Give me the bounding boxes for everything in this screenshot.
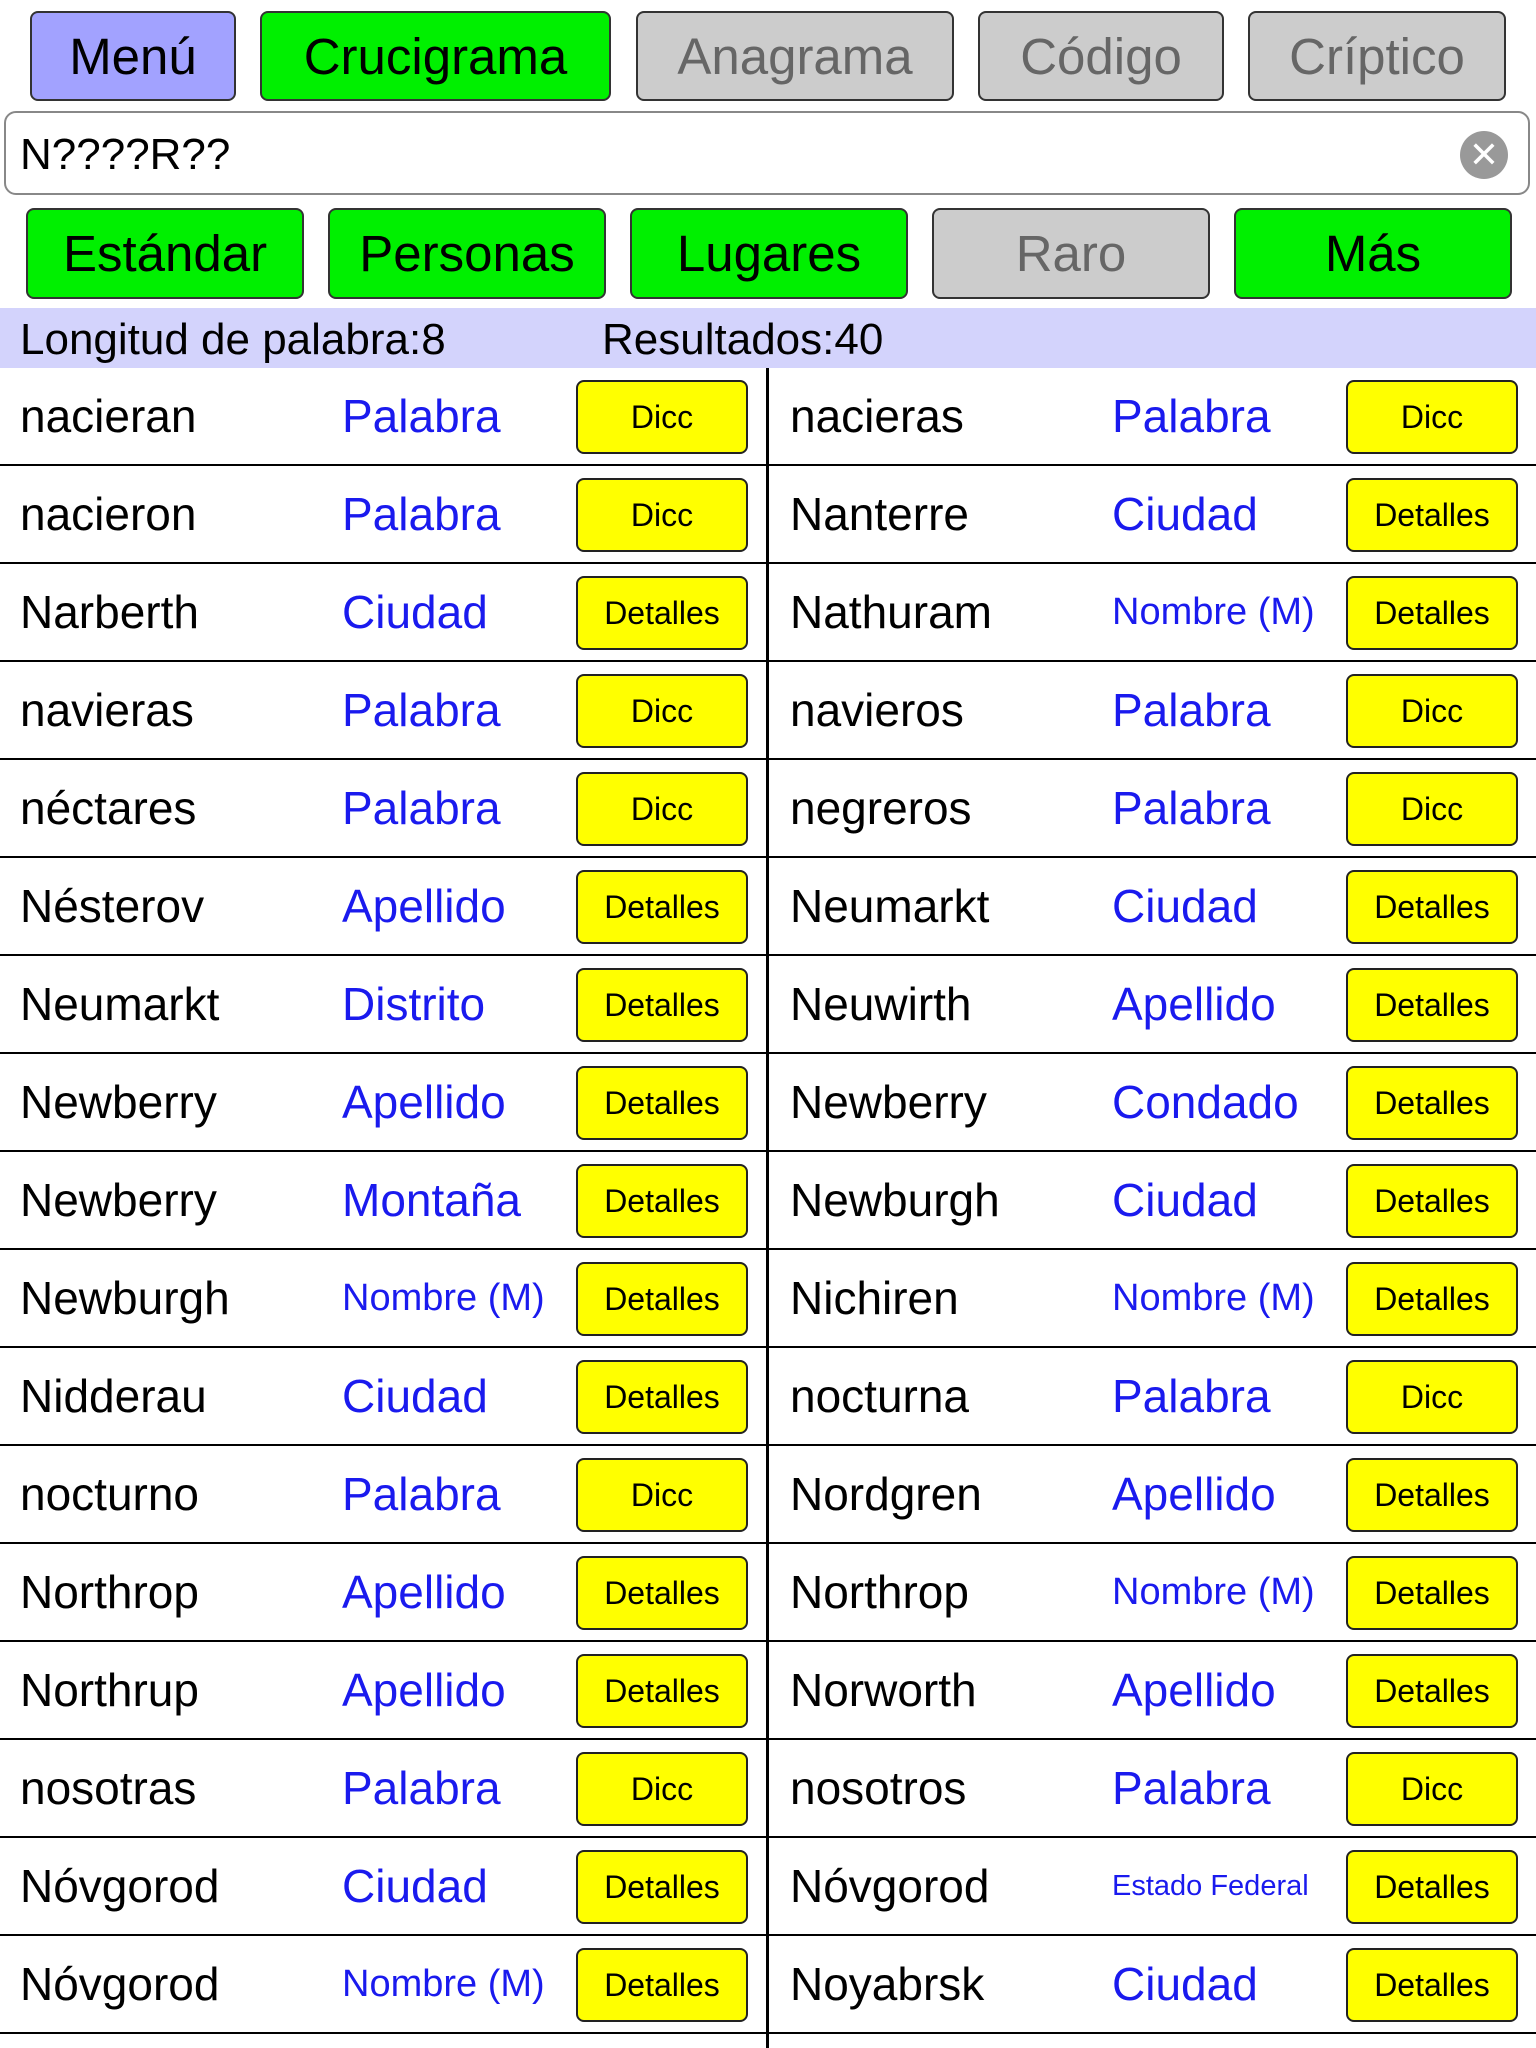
result-category: Apellido	[342, 880, 506, 932]
result-category: Estado Federal	[1112, 1870, 1309, 1902]
result-item	[0, 1250, 766, 1346]
result-category: Palabra	[342, 488, 501, 540]
result-category: Ciudad	[1112, 488, 1258, 540]
result-word: Neumarkt	[20, 978, 220, 1030]
result-category: Palabra	[342, 1762, 501, 1814]
result-category: Ciudad	[342, 1860, 488, 1912]
result-category: Nombre (M)	[1112, 1571, 1315, 1613]
result-category: Nombre (M)	[342, 1963, 545, 2005]
result-item	[0, 858, 766, 954]
result-word: Northrop	[790, 1566, 969, 1618]
result-word: nocturna	[790, 1370, 970, 1422]
result-word: Nóvgorod	[20, 1958, 220, 2010]
result-category: Nombre (M)	[1112, 1277, 1315, 1319]
result-word: Narberth	[20, 586, 199, 638]
result-word: nosotras	[20, 1762, 197, 1814]
result-word: Newberry	[790, 1076, 987, 1128]
dicc-button[interactable]: Dicc	[1346, 674, 1518, 748]
result-item	[770, 564, 1536, 660]
detalles-button[interactable]: Detalles	[1346, 1458, 1518, 1532]
result-item	[770, 1838, 1536, 1934]
result-item	[0, 1642, 766, 1738]
dicc-button[interactable]: Dicc	[576, 1458, 748, 1532]
result-category: Montaña	[342, 1174, 522, 1226]
filter-raro[interactable]: Raro	[932, 208, 1210, 299]
result-category: Condado	[1112, 1076, 1299, 1128]
result-item	[770, 1348, 1536, 1444]
result-category: Ciudad	[342, 586, 488, 638]
result-word: nosotros	[790, 1762, 967, 1814]
result-category: Palabra	[1112, 684, 1271, 736]
result-word: Neumarkt	[790, 880, 990, 932]
result-word: nacieras	[790, 390, 964, 442]
results-list[interactable]	[0, 368, 1536, 2048]
result-item	[770, 368, 1536, 464]
result-category: Palabra	[342, 782, 501, 834]
clear-icon[interactable]: ✕	[1460, 131, 1508, 179]
result-word: Northrup	[20, 1664, 199, 1716]
result-word: Nóvgorod	[20, 1860, 220, 1912]
result-word: Nésterov	[20, 880, 205, 932]
result-item	[770, 1544, 1536, 1640]
result-category: Apellido	[1112, 1468, 1276, 1520]
result-word: navieros	[790, 684, 964, 736]
result-word: Norworth	[790, 1664, 977, 1716]
status-bar	[0, 308, 1536, 368]
dicc-button[interactable]: Dicc	[576, 772, 748, 846]
tab-criptico[interactable]: Críptico	[1248, 11, 1506, 101]
result-category: Palabra	[342, 390, 501, 442]
result-item	[0, 1544, 766, 1640]
detalles-button[interactable]: Detalles	[576, 1360, 748, 1434]
result-item	[0, 564, 766, 660]
result-item	[0, 956, 766, 1052]
dicc-button[interactable]: Dicc	[576, 1752, 748, 1826]
result-word: Nóvgorod	[790, 1860, 990, 1912]
result-word: Northrop	[20, 1566, 199, 1618]
dicc-button[interactable]: Dicc	[1346, 380, 1518, 454]
result-item	[0, 662, 766, 758]
result-item	[0, 760, 766, 856]
result-category: Ciudad	[342, 1370, 488, 1422]
result-word: Newburgh	[790, 1174, 1000, 1226]
result-category: Palabra	[1112, 782, 1271, 834]
detalles-button[interactable]: Detalles	[576, 1164, 748, 1238]
detalles-button[interactable]: Detalles	[1346, 968, 1518, 1042]
result-item	[770, 760, 1536, 856]
detalles-button[interactable]: Detalles	[1346, 1262, 1518, 1336]
tab-anagrama[interactable]: Anagrama	[636, 11, 954, 101]
detalles-button[interactable]: Detalles	[576, 1556, 748, 1630]
search-value: N????R??	[20, 130, 231, 179]
result-item	[770, 858, 1536, 954]
dicc-button[interactable]: Dicc	[1346, 772, 1518, 846]
dicc-button[interactable]: Dicc	[576, 674, 748, 748]
result-category: Palabra	[1112, 1762, 1271, 1814]
result-word: nocturno	[20, 1468, 200, 1520]
detalles-button[interactable]: Detalles	[1346, 1948, 1518, 2022]
result-category: Nombre (M)	[1112, 591, 1315, 633]
result-word: Newberry	[20, 1076, 217, 1128]
result-word: Newberry	[20, 1174, 217, 1226]
detalles-button[interactable]: Detalles	[576, 870, 748, 944]
result-item	[770, 1054, 1536, 1150]
result-word: nacieran	[20, 390, 197, 442]
result-item	[0, 466, 766, 562]
filter-mas[interactable]: Más	[1234, 208, 1512, 299]
result-item	[770, 1152, 1536, 1248]
result-item	[0, 1054, 766, 1150]
detalles-button[interactable]: Detalles	[576, 1948, 748, 2022]
result-category: Palabra	[342, 684, 501, 736]
column-divider	[766, 368, 769, 2048]
result-item	[0, 1348, 766, 1444]
result-item	[770, 956, 1536, 1052]
result-item	[770, 1250, 1536, 1346]
result-category: Apellido	[342, 1076, 506, 1128]
result-word: Nanterre	[790, 488, 969, 540]
detalles-button[interactable]: Detalles	[1346, 1164, 1518, 1238]
word-length-label: Longitud de palabra:8	[20, 315, 446, 364]
search-input[interactable]	[4, 111, 1530, 195]
result-category: Apellido	[1112, 1664, 1276, 1716]
detalles-button[interactable]: Detalles	[576, 1654, 748, 1728]
result-word: Newburgh	[20, 1272, 230, 1324]
result-item	[770, 466, 1536, 562]
detalles-button[interactable]: Detalles	[1346, 576, 1518, 650]
results-count-label: Resultados:40	[602, 315, 884, 364]
detalles-button[interactable]: Detalles	[1346, 1654, 1518, 1728]
result-category: Ciudad	[1112, 1174, 1258, 1226]
dicc-button[interactable]: Dicc	[576, 478, 748, 552]
detalles-button[interactable]: Detalles	[576, 1850, 748, 1924]
result-category: Apellido	[342, 1566, 506, 1618]
result-item	[0, 1740, 766, 1836]
result-item	[770, 1446, 1536, 1542]
tab-menu[interactable]: Menú	[30, 11, 236, 101]
filter-personas[interactable]: Personas	[328, 208, 606, 299]
result-category: Palabra	[1112, 1370, 1271, 1422]
detalles-button[interactable]: Detalles	[576, 968, 748, 1042]
result-category: Palabra	[1112, 390, 1271, 442]
result-item	[0, 1936, 766, 2032]
result-word: Noyabrsk	[790, 1958, 985, 2010]
dicc-button[interactable]: Dicc	[1346, 1360, 1518, 1434]
detalles-button[interactable]: Detalles	[1346, 1066, 1518, 1140]
result-category: Ciudad	[1112, 880, 1258, 932]
result-category: Palabra	[342, 1468, 501, 1520]
result-item	[770, 1936, 1536, 2032]
result-item	[0, 368, 766, 464]
result-word: néctares	[20, 782, 197, 834]
result-item	[770, 1740, 1536, 1836]
result-item	[0, 1838, 766, 1934]
result-word: nacieron	[20, 488, 197, 540]
dicc-button[interactable]: Dicc	[576, 380, 748, 454]
result-word: Neuwirth	[790, 978, 972, 1030]
result-word: negreros	[790, 782, 972, 834]
result-item	[770, 662, 1536, 758]
detalles-button[interactable]: Detalles	[576, 1066, 748, 1140]
dicc-button[interactable]: Dicc	[1346, 1752, 1518, 1826]
detalles-button[interactable]: Detalles	[576, 576, 748, 650]
result-item	[770, 1642, 1536, 1738]
result-word: Nathuram	[790, 586, 992, 638]
result-word: Nordgren	[790, 1468, 982, 1520]
result-category: Apellido	[1112, 978, 1276, 1030]
result-category: Distrito	[342, 978, 486, 1030]
result-item	[0, 1152, 766, 1248]
filter-estandar[interactable]: Estándar	[26, 208, 304, 299]
tab-crucigrama[interactable]: Crucigrama	[260, 11, 611, 101]
tab-codigo[interactable]: Código	[978, 11, 1224, 101]
detalles-button[interactable]: Detalles	[1346, 478, 1518, 552]
result-word: Nichiren	[790, 1272, 959, 1324]
detalles-button[interactable]: Detalles	[1346, 1850, 1518, 1924]
detalles-button[interactable]: Detalles	[1346, 870, 1518, 944]
result-category: Apellido	[342, 1664, 506, 1716]
result-category: Ciudad	[1112, 1958, 1258, 2010]
filter-lugares[interactable]: Lugares	[630, 208, 908, 299]
result-word: Nidderau	[20, 1370, 207, 1422]
result-word: navieras	[20, 684, 194, 736]
detalles-button[interactable]: Detalles	[1346, 1556, 1518, 1630]
result-category: Nombre (M)	[342, 1277, 545, 1319]
result-item	[0, 1446, 766, 1542]
detalles-button[interactable]: Detalles	[576, 1262, 748, 1336]
